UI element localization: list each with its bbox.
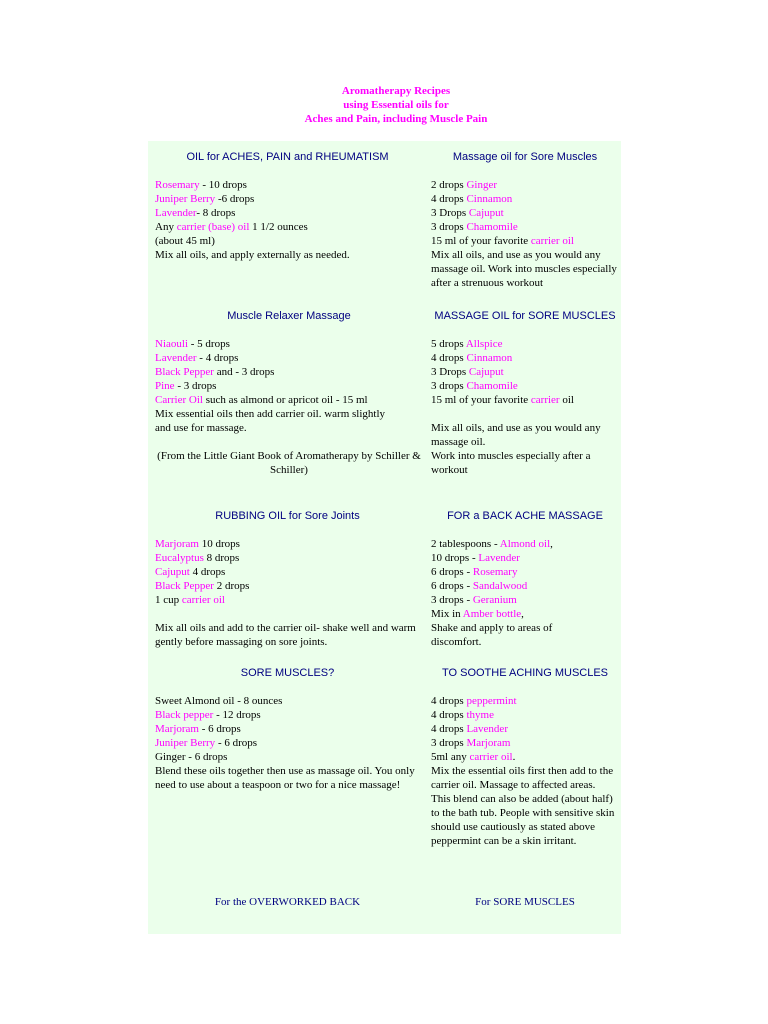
recipe-aches	[155, 150, 420, 262]
instruction: Mix the essential oils first then add to the carrier oil. Massage to affected areas.	[431, 765, 614, 791]
ingredient: 3 Drops Cajuput	[431, 207, 504, 219]
recipe-heading: MASSAGE OIL for SORE MUSCLES	[434, 310, 616, 322]
ingredient: Niaouli - 5 drops	[155, 338, 230, 350]
ingredient: 2 drops Ginger	[431, 179, 497, 191]
ingredient: 4 drops Cinnamon	[431, 352, 513, 364]
title-line-1: Aromatherapy Recipes	[341, 85, 451, 97]
ingredient: 3 Drops Cajuput	[431, 366, 504, 378]
recipe-heading: OIL for ACHES, PAIN and RHEUMATISM	[186, 151, 389, 163]
recipe-overworked	[155, 895, 420, 909]
ingredient: 3 drops Chamomile	[431, 221, 518, 233]
ingredient: 15 ml of your favorite carrier oil	[431, 235, 574, 247]
ingredient: 4 drops Lavender	[431, 723, 508, 735]
title-line-3: Aches and Pain, including Muscle Pain	[304, 113, 488, 125]
ingredient: Cajuput 4 drops	[155, 566, 226, 578]
recipe-heading: FOR a BACK ACHE MASSAGE	[447, 510, 603, 522]
recipe-soothe	[431, 666, 621, 848]
recipe-heading: SORE MUSCLES?	[240, 667, 335, 679]
ingredient: Black Pepper 2 drops	[155, 580, 250, 592]
ingredient: 3 drops Chamomile	[431, 380, 518, 392]
recipe-heading: Muscle Relaxer Massage	[227, 310, 351, 322]
recipe-source: (From the Little Giant Book of Aromatherapy by Schiller & Schiller)	[157, 450, 421, 476]
ingredient: Marjoram - 6 drops	[155, 723, 241, 735]
instruction: Blend these oils together then use as massage oil. You only need to use about a teaspoon or two for a nice massage!	[155, 765, 415, 791]
ingredient: Black Pepper and - 3 drops	[155, 366, 275, 378]
ingredient: Lavender - 4 drops	[155, 352, 239, 364]
ingredient: Pine - 3 drops	[155, 380, 217, 392]
recipe-heading: TO SOOTHE ACHING MUSCLES	[441, 667, 609, 679]
recipe-relaxer	[155, 309, 423, 477]
ingredient: 6 drops - Rosemary	[431, 566, 518, 578]
instruction: Mix all oils, and use as you would any massage oil.	[431, 422, 601, 448]
document-title	[0, 84, 768, 126]
instruction: This blend can also be added (about half) to the bath tub. People with sensitive skin should use cautiously as stated above peppermint can be a skin irritant.	[431, 793, 615, 847]
ingredient: Juniper Berry - 6 drops	[155, 737, 258, 749]
instruction: Mix all oils and add to the carrier oil- shake well and warm gently before massaging on sore joints.	[155, 622, 416, 648]
recipe-sore	[155, 666, 420, 792]
ingredient: Carrier Oil such as almond or apricot oil - 15 ml	[155, 394, 368, 406]
instruction: Shake and apply to areas of discomfort.	[431, 622, 553, 648]
recipe-heading: For the OVERWORKED BACK	[214, 896, 361, 908]
ingredient: 10 drops - Lavender	[431, 552, 520, 564]
ingredient: 5 drops Allspice	[431, 338, 503, 350]
recipe-massage-oil	[431, 309, 621, 477]
ingredient: 5ml any carrier oil.	[431, 751, 516, 763]
instruction: Mix all oils, and apply externally as needed.	[155, 249, 350, 261]
ingredient: Ginger - 6 drops	[155, 751, 228, 763]
ingredient: Any carrier (base) oil 1 1/2 ounces	[155, 221, 308, 233]
recipe-massage-sore	[431, 150, 621, 290]
recipe-heading: RUBBING OIL for Sore Joints	[215, 510, 360, 522]
recipe-sore-2	[431, 895, 621, 909]
ingredient: 3 drops Marjoram	[431, 737, 511, 749]
ingredient: 6 drops - Sandalwood	[431, 580, 528, 592]
ingredient: 4 drops peppermint	[431, 695, 517, 707]
instruction: Mix in Amber bottle,	[431, 608, 524, 620]
recipe-heading: Massage oil for Sore Muscles	[452, 151, 598, 163]
ingredient: Juniper Berry -6 drops	[155, 193, 255, 205]
title-line-2: using Essential oils for	[343, 99, 449, 111]
instruction: (about 45 ml)	[155, 235, 215, 247]
ingredient: Black pepper - 12 drops	[155, 709, 261, 721]
recipe-heading: For SORE MUSCLES	[475, 896, 575, 908]
ingredient: Rosemary - 10 drops	[155, 179, 247, 191]
ingredient: Sweet Almond oil - 8 ounces	[155, 695, 283, 707]
recipe-backache	[431, 509, 621, 649]
instruction: Work into muscles especially after a workout	[431, 450, 591, 476]
instruction: Mix all oils, and use as you would any massage oil. Work into muscles especially after a strenuous workout	[431, 249, 617, 289]
ingredient: 4 drops thyme	[431, 709, 494, 721]
ingredient: 15 ml of your favorite carrier oil	[431, 394, 574, 406]
ingredient: Eucalyptus 8 drops	[155, 552, 240, 564]
instruction: Mix essential oils then add carrier oil. warm slightly and use for massage.	[155, 408, 386, 434]
ingredient: Marjoram 10 drops	[155, 538, 240, 550]
ingredient: Lavender- 8 drops	[155, 207, 236, 219]
ingredient: 3 drops - Geranium	[431, 594, 517, 606]
ingredient: 4 drops Cinnamon	[431, 193, 513, 205]
ingredient: 2 tablespoons - Almond oil,	[431, 538, 553, 550]
ingredient: 1 cup carrier oil	[155, 594, 225, 606]
recipe-rubbing	[155, 509, 420, 649]
